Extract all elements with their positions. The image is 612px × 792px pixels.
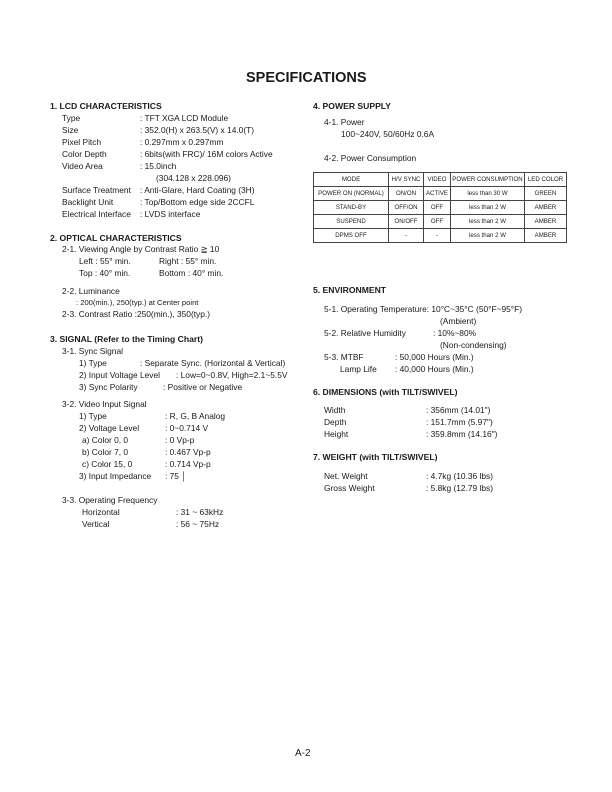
angle-bottom: Bottom : 40° min. (159, 268, 224, 278)
video-value: : 0~0.714 V (165, 423, 209, 433)
table-cell: OFF/ON (389, 201, 424, 215)
video-value: : 75 │ (165, 471, 187, 481)
dimension-label: Height (324, 429, 349, 439)
lcd-label: Color Depth (62, 149, 107, 159)
signal-heading: 3. SIGNAL (Refer to the Timing Chart) (50, 334, 203, 344)
luminance-heading: 2-2. Luminance (62, 286, 120, 296)
mtbf-label: 5-3. MTBF (324, 352, 364, 362)
page-number: A-2 (295, 748, 311, 759)
table-header-cell: POWER CONSUMPTION (451, 173, 525, 187)
lcd-label: Backlight Unit (62, 197, 114, 207)
lcd-value: : Anti-Glare, Hard Coating (3H) (140, 185, 255, 195)
lcd-heading: 1. LCD CHARACTERISTICS (50, 101, 162, 111)
lcd-value: : 0.297mm x 0.297mm (140, 137, 224, 147)
sync-value: : Positive or Negative (163, 382, 243, 392)
table-row (314, 229, 567, 243)
dimension-value: : 359.8mm (14.16") (426, 429, 498, 439)
video-value: : 0.467 Vp-p (165, 447, 211, 457)
table-row (314, 201, 567, 215)
video-value: : 0.714 Vp-p (165, 459, 211, 469)
lcd-value: : LVDS interface (140, 209, 201, 219)
freq-value: : 31 ~ 63kHz (176, 507, 224, 517)
table-cell: AMBER (525, 229, 567, 243)
video-heading: 3-2. Video Input Signal (62, 399, 147, 409)
power-value: 100~240V, 50/60Hz 0.6A (341, 129, 435, 139)
lcd-label: Electrical Interface (62, 209, 131, 219)
frequency-heading: 3-3. Operating Frequency (62, 495, 158, 505)
table-cell: POWER ON (NORMAL) (314, 187, 389, 201)
video-label: a) Color 0, 0 (82, 435, 129, 445)
lamp-life-value: : 40,000 Hours (Min.) (395, 364, 474, 374)
lcd-value: : 352.0(H) x 263.5(V) x 14.0(T) (140, 125, 255, 135)
dimension-value: : 356mm (14.01") (426, 405, 491, 415)
table-cell: GREEN (525, 187, 567, 201)
table-cell: ACTIVE (424, 187, 451, 201)
table-cell: ON/OFF (389, 215, 424, 229)
table-cell: OFF (424, 215, 451, 229)
table-cell: - (389, 229, 424, 243)
table-header-cell: VIDEO (424, 173, 451, 187)
lcd-value: (304.128 x 228.096) (156, 173, 231, 183)
video-label: c) Color 15, 0 (82, 459, 133, 469)
table-row (314, 187, 567, 201)
power-heading: 4. POWER SUPPLY (313, 101, 392, 111)
page-title: SPECIFICATIONS (246, 70, 367, 86)
consumption-sub: 4-2. Power Consumption (324, 153, 417, 163)
luminance-value: : 200(min.), 250(typ.) at Center point (76, 298, 199, 307)
angle-left: Left : 55° min. (79, 256, 131, 266)
non-condensing-note: (Non-condensing) (440, 340, 507, 350)
lcd-label: Type (62, 113, 81, 123)
video-label: 3) Input Impedance (79, 471, 152, 481)
lcd-value: : 15.0inch (140, 161, 177, 171)
sync-heading: 3-1. Sync Signal (62, 346, 123, 356)
lcd-label: Surface Treatment (62, 185, 131, 195)
video-label: b) Color 7, 0 (82, 447, 129, 457)
lcd-value: : Top/Bottom edge side 2CCFL (140, 197, 255, 207)
table-cell: OFF (424, 201, 451, 215)
lcd-label: Pixel Pitch (62, 137, 102, 147)
table-header-row (314, 173, 567, 187)
table-header-cell: LED COLOR (525, 173, 567, 187)
dimension-value: : 151.7mm (5.97") (426, 417, 493, 427)
table-cell: less than 2 W (451, 201, 525, 215)
table-cell: less than 30 W (451, 187, 525, 201)
sync-value: : Separate Sync. (Horizontal & Vertical) (140, 358, 286, 368)
environment-heading: 5. ENVIRONMENT (313, 285, 387, 295)
table-cell: STAND-BY (314, 201, 389, 215)
video-value: : R, G, B Analog (165, 411, 226, 421)
freq-label: Horizontal (82, 507, 120, 517)
table-cell: less than 2 W (451, 229, 525, 243)
table-cell: - (424, 229, 451, 243)
contrast-ratio: 2-3. Contrast Ratio :250(min.), 350(typ.) (62, 309, 211, 319)
viewing-angle: 2-1. Viewing Angle by Contrast Ratio ≧ 10 (62, 244, 220, 254)
freq-value: : 56 ~ 75Hz (176, 519, 220, 529)
lcd-label: Video Area (62, 161, 103, 171)
dimension-label: Width (324, 405, 346, 415)
ambient-note: (Ambient) (440, 316, 477, 326)
table-cell: less than 2 W (451, 215, 525, 229)
dimension-label: Depth (324, 417, 347, 427)
lamp-life-label: Lamp Life (340, 364, 377, 374)
weight-label: Net. Weight (324, 471, 368, 481)
table-cell: ON/ON (389, 187, 424, 201)
video-label: 2) Voltage Level (79, 423, 140, 433)
weight-heading: 7. WEIGHT (with TILT/SWIVEL) (313, 452, 438, 462)
table-header-cell: H/V SYNC (389, 173, 424, 187)
angle-top: Top : 40° min. (79, 268, 131, 278)
table-cell: AMBER (525, 201, 567, 215)
power-sub: 4-1. Power (324, 117, 365, 127)
optical-heading: 2. OPTICAL CHARACTERISTICS (50, 233, 182, 243)
video-value: : 0 Vp-p (165, 435, 195, 445)
sync-label: 1) Type (79, 358, 107, 368)
humidity-label: 5-2. Relative Humidity (324, 328, 406, 338)
table-cell: AMBER (525, 215, 567, 229)
sync-value: : Low=0~0.8V, High=2.1~5.5V (176, 370, 288, 380)
table-cell: SUSPEND (314, 215, 389, 229)
table-header-cell: MODE (314, 173, 389, 187)
weight-value: : 5.8kg (12.79 lbs) (426, 483, 494, 493)
video-label: 1) Type (79, 411, 107, 421)
table-cell: DPMS OFF (314, 229, 389, 243)
sync-label: 2) Input Voltage Level (79, 370, 161, 380)
humidity-value: : 10%~80% (433, 328, 477, 338)
dimensions-heading: 6. DIMENSIONS (with TILT/SWIVEL) (313, 387, 458, 397)
weight-label: Gross Weight (324, 483, 375, 493)
operating-temperature: 5-1. Operating Temperature: 10°C~35°C (50°F~95°F) (324, 304, 523, 314)
table-row (314, 215, 567, 229)
angle-right: Right : 55° min. (159, 256, 217, 266)
mtbf-value: : 50,000 Hours (Min.) (395, 352, 474, 362)
power-consumption-table (313, 172, 567, 243)
sync-label: 3) Sync Polarity (79, 382, 138, 392)
lcd-value: : 6bits(with FRC)/ 16M colors Active (140, 149, 273, 159)
lcd-value: : TFT XGA LCD Module (140, 113, 229, 123)
freq-label: Vertical (82, 519, 110, 529)
weight-value: : 4.7kg (10.36 lbs) (426, 471, 494, 481)
lcd-label: Size (62, 125, 79, 135)
